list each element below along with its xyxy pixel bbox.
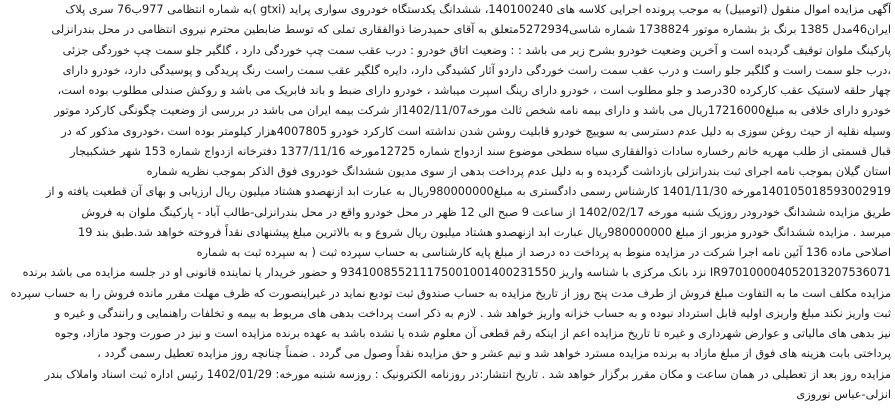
notice-line: میرسد . مزایده ششدانگ خودرو مزبور از مبلغ 980000000ریال عبارت ابد ازنهصدو هشتاد میلیون ریال شروع و به بالاترین مبلغ پیشنهادی نقداً فروخته خواهد شد.طبق بند 19 [78,225,891,239]
notice-line: چهار حلقه لاستیک عقب کارکرده 30درصد و جلو مطلوب است ، خودرو دارای رینگ اسپرت میباشد ، خودرو دارای ضبط و باند فابریک می باشد و روکش صندلی مطلوب بوده است، [57,84,891,97]
notice-line: وسیله نقلیه از حیث روغن سوزی به دلیل عدم دسترسی به سوییچ خودرو قابلیت روشن شدن نداشته است کارکرد خودرو 4007805هزار کیلومتر بوده است ،خودروی مذکور که در [61,124,891,138]
notice-line: ،درب جلو سمت راست و گلگیر جلو راست و درب عقب سمت راست خوردگی داردو آثار کشیدگی دارد، دایره گلگیر عقب سمت راست رنگ پریدگی و پوسیدگی دارد، خودرو دارای [62,63,891,77]
notice-line: ثبت واریز نکند مبلغ واریزی اولیه قابل استرداد نبوده و به حساب خزانه واریز خواهد شد . لازم به ذکر است پرداخت بدهی های مربوط به بیمه و تخلفات راهنمایی و رانندگی و غیره و [54,306,891,320]
notice-line: 140105018593002919مورخه 1401/11/30 کارشناس رسمی دادگستری به مبلغ980000000ریال به عبارت ابد ازنهصدو هشتاد میلیون ریال ارزیابی و بهای آن قطعیت یافته و از [45,185,891,199]
notice-line: خودرو دارای خلافی به مبلغ17216000ریال می باشد و دارای بیمه نامه شخص ثالث مورخه1402/11/07از شرکت بیمه ایران می باشد در بررسی از وضعیت چگونگی کارکرد موتور [54,104,891,118]
notice-line: انزلی-عباس نوروزی [796,387,891,401]
notice-line: ایران46مدل 1385 برنگ بژ بشماره موتور 1738824 شماره شاسی5272934متعلق به آقای حمیدرضا ذوالفقاری تملی که توسط ضابطین محترم نیروی انتظامی در محل بندرانزلی [51,23,891,37]
notice-line: طریق مزایده ششدانگ خودرودر روزیک شنبه مورخه 1402/02/17 از ساعت 9 صبح الی 12 ظهر در محل خودرو واقع در محل بندرانزلی-طالب آباد - پارکینگ ملوان به فروش [81,205,891,219]
notice-line: استان گیلان بموجب نامه اجرای ثبت بندرانزلی بازداشت گردیده و به دلیل عدم پرداخت بدهی از سوی مدیون ششدانگ خودروی فوق الذکر بموجب نظریه شماره [146,165,891,178]
notice-line: مزایده روز بعد از تعطیلی در همان ساعت و مکان مقرر برگزار خواهد شد . تاریخ انتشار:در روزنامه الکترونیک : روزسه شنبه مورخه: 1402/01/29 رئیس اداره ثبت اسناد واملاک بندر [44,367,891,381]
notice-line: قبال قسمتی از طلب مهریه خانم رخساره سادات ذوالفقاری سیاه سطحی موضوع سند ازدواج شماره 12725مورخه 1377/11/16 دفترخانه ازدواج شماره 153 شهر خشکبیجار [70,144,891,158]
notice-line: آگهی مزایده اموال منقول (اتومبیل) به موجب پرونده اجرایی کلاسه های 140100240، ششدانگ یکدستگاه خودروی سواری پراید (gtxi )به شماره انتظامی 977ب76 سری پلاک [65,3,891,16]
notice-line: مزایده مکلف است ما به التفاوت مبلغ فروش از طرف مدت پنج روز از تاریخ مزایده به حساب صندوق ثبت تودیع نماید در غیراینصورت که ظرف مهلت مقرر مانده فروش را به حساب سپرده [10,286,891,300]
notice-line: اصلاحی ماده 136 آئین نامه اجرا شرکت در مزایده منوط به پرداخت ده درصد از مبلغ پایه کارشناسی به حساب سپرده ثبت ( به سپرده ثبت به شماره [196,246,891,259]
notice-line: IR970100004052013207536071 نزد بانک مرکزی با شناسه واریز 934100855211175001001400231550 و حضور خریدار یا نماینده قانونی او در جلسه مزایده می باشد برنده [22,266,891,280]
notice-line: پارکینگ ملوان توقیف گردیده است و آخرین وضعیت خودرو بشرح زیر می باشد : : وضعیت اتاق خودرو : درب عقب سمت چپ خوردگی دارد ، گلگیر جلو سمت چپ خوردگی جزئی [62,43,891,57]
notice-line: پرداختی بابت هزینه های فوق از مبلغ مازاد به برنده مزایده مسترد خواهد شد و نیم عشر و حق مزایده نقداً وصول می گردد . ضمناً چنانچه روز مزایده تعطیل رسمی گردد ، [97,347,891,361]
auction-notice-text [4,0,891,411]
notice-line: نیز بدهی های مالیاتی و عوارض شهرداری و غیره تا تاریخ مزایده اعم از اینکه رقم قطعی آن معلوم شده یا نشده باشد به عهده برنده مزایده است و نیز در صورت وجود مازاد، وجوه [54,327,891,340]
